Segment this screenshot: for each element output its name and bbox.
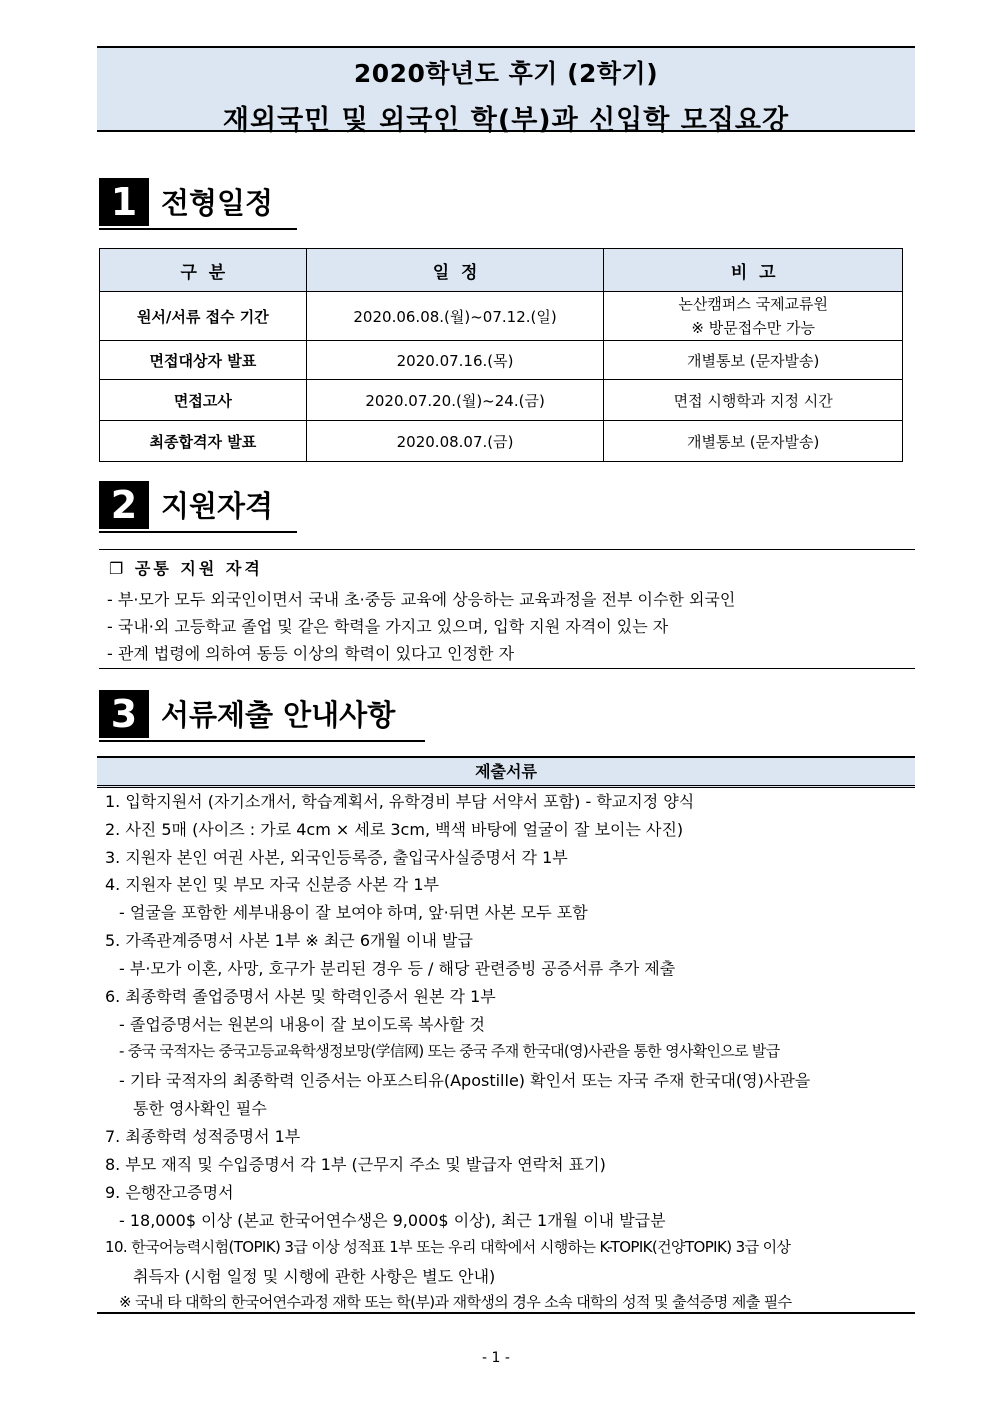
- doc-line: 6. 최종학력 졸업증명서 사본 및 학력인증서 원본 각 1부: [105, 987, 496, 1006]
- doc-subline: - 기타 국적자의 최종학력 인증서는 아포스티유(Apostille) 확인서 또는 자국 주재 한국대(영)사관을: [119, 1071, 811, 1090]
- schedule-header-note: 비 고: [604, 249, 903, 292]
- schedule-table: [99, 248, 903, 462]
- schedule-row-date: 2020.06.08.(월)~07.12.(일): [306, 292, 604, 341]
- schedule-row-label: 면접고사: [100, 380, 307, 421]
- schedule-row-note: 개별통보 (문자발송): [604, 341, 903, 380]
- doc-subline: - 부·모가 이혼, 사망, 호구가 분리된 경우 등 / 해당 관련증빙 공증서류 추가 제출: [119, 959, 676, 978]
- schedule-row-date: 2020.07.16.(목): [306, 341, 604, 380]
- table-row: [100, 380, 903, 421]
- page-number: - 1 -: [482, 1350, 510, 1366]
- doc-line: 2. 사진 5매 (사이즈 : 가로 4cm × 세로 3cm, 백색 바탕에 얼굴이 잘 보이는 사진): [105, 820, 684, 839]
- list-item: - 부·모가 모두 외국인이면서 국내 초·중등 교육에 상응하는 교육과정을 전부 이수한 외국인: [107, 590, 736, 609]
- schedule-row-label: 최종합격자 발표: [100, 421, 307, 462]
- schedule-row-note-line1: 논산캠퍼스 국제교류원: [678, 295, 829, 313]
- section-2-heading: [99, 481, 297, 533]
- schedule-row-note: [604, 292, 903, 341]
- schedule-header-date: 일 정: [306, 249, 604, 292]
- doc-subline: - 얼굴을 포함한 세부내용이 잘 보여야 하며, 앞·뒤면 사본 모두 포함: [119, 903, 588, 922]
- table-row: [100, 341, 903, 380]
- section-3-heading: [99, 690, 425, 742]
- title-line-2: 재외국민 및 외국인 학(부)과 신입학 모집요강: [222, 105, 790, 136]
- eligibility-heading: ❐ 공통 지원 자격: [109, 559, 263, 578]
- doc-subline: - 졸업증명서는 원본의 내용이 잘 보이도록 복사할 것: [119, 1015, 485, 1034]
- doc-subline-continued: 통한 영사확인 필수: [133, 1099, 267, 1118]
- doc-line: 9. 은행잔고증명서: [105, 1183, 234, 1202]
- schedule-row-label: 면접대상자 발표: [100, 341, 307, 380]
- section-2-number: 2: [99, 481, 149, 529]
- schedule-row-note: 개별통보 (문자발송): [604, 421, 903, 462]
- schedule-row-date: 2020.07.20.(월)~24.(금): [306, 380, 604, 421]
- list-item: - 국내·외 고등학교 졸업 및 같은 학력을 가지고 있으며, 입학 지원 자격이 있는 자: [107, 617, 669, 636]
- doc-line-continued: 취득자 (시험 일정 및 시행에 관한 사항은 별도 안내): [133, 1267, 496, 1286]
- documents-bottom-rule: [97, 1312, 915, 1314]
- table-row: [100, 421, 903, 462]
- doc-line: 3. 지원자 본인 여권 사본, 외국인등록증, 출입국사실증명서 각 1부: [105, 848, 568, 867]
- schedule-header-category: 구 분: [100, 249, 307, 292]
- title-line-1: 2020학년도 후기 (2학기): [353, 59, 659, 88]
- schedule-row-label: 원서/서류 접수 기간: [100, 292, 307, 341]
- documents-heading: 제출서류: [97, 756, 915, 788]
- section-3-title: 서류제출 안내사항: [161, 698, 396, 732]
- doc-line: 10. 한국어능력시험(TOPIK) 3급 이상 성적표 1부 또는 우리 대학에서 시행하는 K-TOPIK(건양TOPIK) 3급 이상: [105, 1238, 791, 1256]
- doc-subline: - 중국 국적자는 중국고등교육학생정보망(学信网) 또는 중국 주재 한국대(영)사관을 통한 영사확인으로 발급: [119, 1042, 780, 1060]
- section-3-number: 3: [99, 690, 149, 738]
- doc-line: 1. 입학지원서 (자기소개서, 학습계획서, 유학경비 부담 서약서 포함) - 학교지정 양식: [105, 792, 695, 811]
- doc-subline: - 18,000$ 이상 (본교 한국어연수생은 9,000$ 이상), 최근 1개월 이내 발급분: [119, 1211, 666, 1230]
- list-item: - 관계 법령에 의하여 동등 이상의 학력이 있다고 인정한 자: [107, 644, 515, 663]
- section-1-title: 전형일정: [161, 186, 274, 220]
- schedule-row-note: 면접 시행학과 지정 시간: [604, 380, 903, 421]
- schedule-header-row: [100, 249, 903, 292]
- section-2-title: 지원자격: [161, 489, 274, 523]
- doc-line: 4. 지원자 본인 및 부모 자국 신분증 사본 각 1부: [105, 875, 439, 894]
- schedule-row-note-line2: ※ 방문접수만 가능: [691, 319, 815, 337]
- doc-line: 8. 부모 재직 및 수입증명서 각 1부 (근무지 주소 및 발급자 연락처 표기): [105, 1155, 606, 1174]
- doc-line: 7. 최종학력 성적증명서 1부: [105, 1127, 301, 1146]
- document-title-box: [97, 46, 915, 136]
- doc-line: 5. 가족관계증명서 사본 1부 ※ 최근 6개월 이내 발급: [105, 931, 473, 950]
- eligibility-box: [99, 549, 915, 669]
- section-1-heading: [99, 178, 297, 230]
- doc-note: ※ 국내 타 대학의 한국어연수과정 재학 또는 학(부)과 재학생의 경우 소속 대학의 성적 및 출석증명 제출 필수: [119, 1293, 792, 1311]
- schedule-row-date: 2020.08.07.(금): [306, 421, 604, 462]
- table-row: [100, 292, 903, 341]
- section-1-number: 1: [99, 178, 149, 226]
